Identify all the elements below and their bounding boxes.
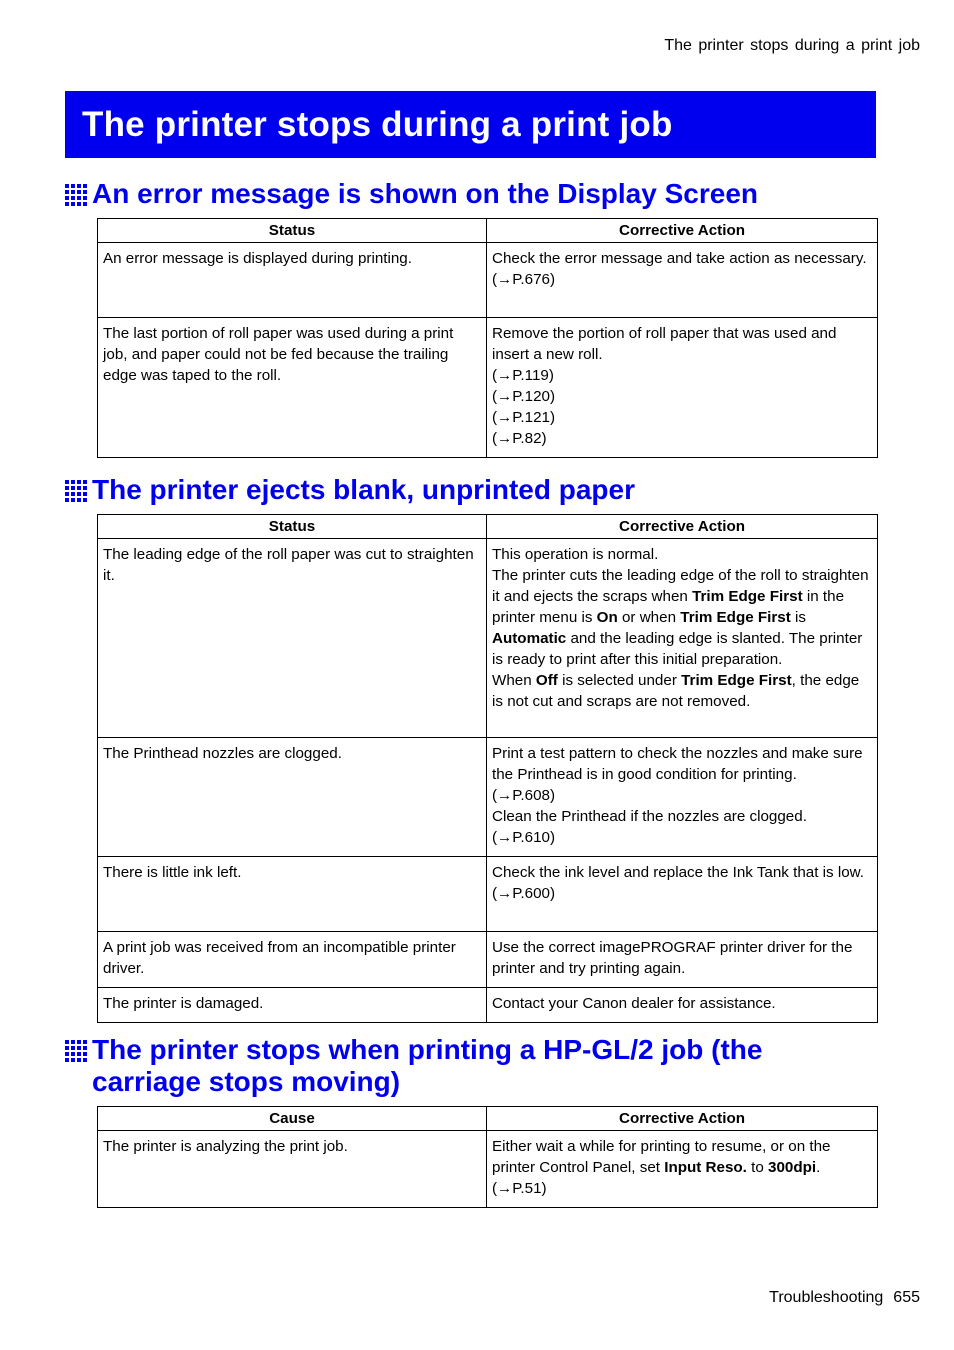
action-text: This operation is normal. [492, 546, 659, 563]
action-text: Either wait a while for printing to resume, or on the printer Control Panel, set Input Reso. to 300dpi. [492, 1138, 831, 1176]
error-message-table [97, 218, 878, 458]
status-cell: The Printhead nozzles are clogged. [98, 738, 487, 857]
action-text: Remove the portion of roll paper that was used and insert a new roll. [492, 325, 837, 363]
action-text: Check the error message and take action as necessary. [492, 250, 867, 267]
table-row [98, 318, 878, 458]
status-cell: There is little ink left. [98, 857, 487, 932]
action-cell [487, 857, 878, 932]
table-row [98, 243, 878, 318]
menu-setting: Trim Edge First [680, 609, 791, 626]
action-text: Contact your Canon dealer for assistance. [492, 995, 776, 1012]
action-text: When Off is selected under Trim Edge First, the edge is not cut and scraps are not removed. [492, 672, 860, 710]
page-reference-link[interactable]: (→P.610) [492, 829, 556, 846]
column-header-cause: Cause [98, 1107, 487, 1131]
table-row [98, 738, 878, 857]
grid-icon [65, 184, 87, 206]
action-cell [487, 932, 878, 988]
table-row [98, 857, 878, 932]
page-reference-link[interactable]: (→P.82) [492, 430, 547, 447]
status-cell: The printer is analyzing the print job. [98, 1131, 487, 1208]
column-header-status: Status [98, 515, 487, 539]
column-header-corrective-action: Corrective Action [487, 219, 878, 243]
action-cell [487, 1131, 878, 1208]
action-cell [487, 243, 878, 318]
table-row [98, 988, 878, 1023]
action-cell [487, 988, 878, 1023]
grid-icon [65, 1040, 87, 1062]
section-title: The printer stops when printing a HP-GL/2 job (the carriage stops moving) [92, 1034, 763, 1097]
action-cell [487, 539, 878, 738]
page-number: 655 [893, 1289, 920, 1306]
page-reference-link[interactable]: (→P.119) [492, 367, 554, 384]
column-header-corrective-action: Corrective Action [487, 1107, 878, 1131]
menu-setting: Automatic [492, 630, 567, 647]
table-header-row [98, 219, 878, 243]
status-cell: An error message is displayed during printing. [98, 243, 487, 318]
page-reference-link[interactable]: (→P.120) [492, 388, 556, 405]
action-cell [487, 318, 878, 458]
section-title: The printer ejects blank, unprinted paper [92, 474, 635, 505]
footer-section-name: Troubleshooting [769, 1289, 884, 1306]
grid-icon [65, 480, 87, 502]
page-footer [769, 1289, 920, 1307]
status-cell: A print job was received from an incompatible printer driver. [98, 932, 487, 988]
page-reference-link[interactable]: (→P.600) [492, 885, 556, 902]
action-text: The printer cuts the leading edge of the roll to straighten it and ejects the scraps when Trim Edge First in the printer menu is On or when Trim Edge First is Automatic and the leading edge is slanted. The printer is ready to print after this initial preparation. [492, 567, 869, 668]
page-reference-link[interactable]: (→P.676) [492, 271, 556, 288]
page-reference-link[interactable]: (→P.51) [492, 1180, 547, 1197]
column-header-corrective-action: Corrective Action [487, 515, 878, 539]
section-heading-error-message [65, 178, 758, 210]
section-heading-hpgl2-stops [65, 1034, 762, 1098]
status-cell: The leading edge of the roll paper was cut to straighten it. [98, 539, 487, 738]
action-text: Clean the Printhead if the nozzles are clogged. [492, 808, 807, 825]
hpgl2-table [97, 1106, 878, 1208]
menu-setting: On [596, 609, 618, 626]
table-header-row [98, 515, 878, 539]
section-heading-blank-paper [65, 474, 635, 506]
table-row [98, 539, 878, 738]
menu-setting: Trim Edge First [681, 672, 792, 689]
menu-setting: 300dpi [768, 1159, 817, 1176]
action-text: Print a test pattern to check the nozzles and make sure the Printhead is in good condition for printing. [492, 745, 863, 783]
table-header-row [98, 1107, 878, 1131]
menu-setting: Off [535, 672, 558, 689]
menu-setting: Trim Edge First [692, 588, 803, 605]
table-row [98, 932, 878, 988]
running-header: The printer stops during a print job [664, 37, 920, 54]
page-reference-link[interactable]: (→P.608) [492, 787, 556, 804]
section-title: An error message is shown on the Display Screen [92, 178, 758, 209]
blank-paper-table [97, 514, 878, 1023]
status-cell: The printer is damaged. [98, 988, 487, 1023]
table-row [98, 1131, 878, 1208]
action-text: Use the correct imagePROGRAF printer driver for the printer and try printing again. [492, 939, 853, 977]
title-bar [65, 91, 876, 158]
page-title: The printer stops during a print job [82, 105, 673, 144]
column-header-status: Status [98, 219, 487, 243]
status-cell: The last portion of roll paper was used during a print job, and paper could not be fed because the trailing edge was taped to the roll. [98, 318, 487, 458]
action-text: Check the ink level and replace the Ink Tank that is low. [492, 864, 865, 881]
page-reference-link[interactable]: (→P.121) [492, 409, 556, 426]
action-cell [487, 738, 878, 857]
menu-setting: Input Reso. [664, 1159, 747, 1176]
